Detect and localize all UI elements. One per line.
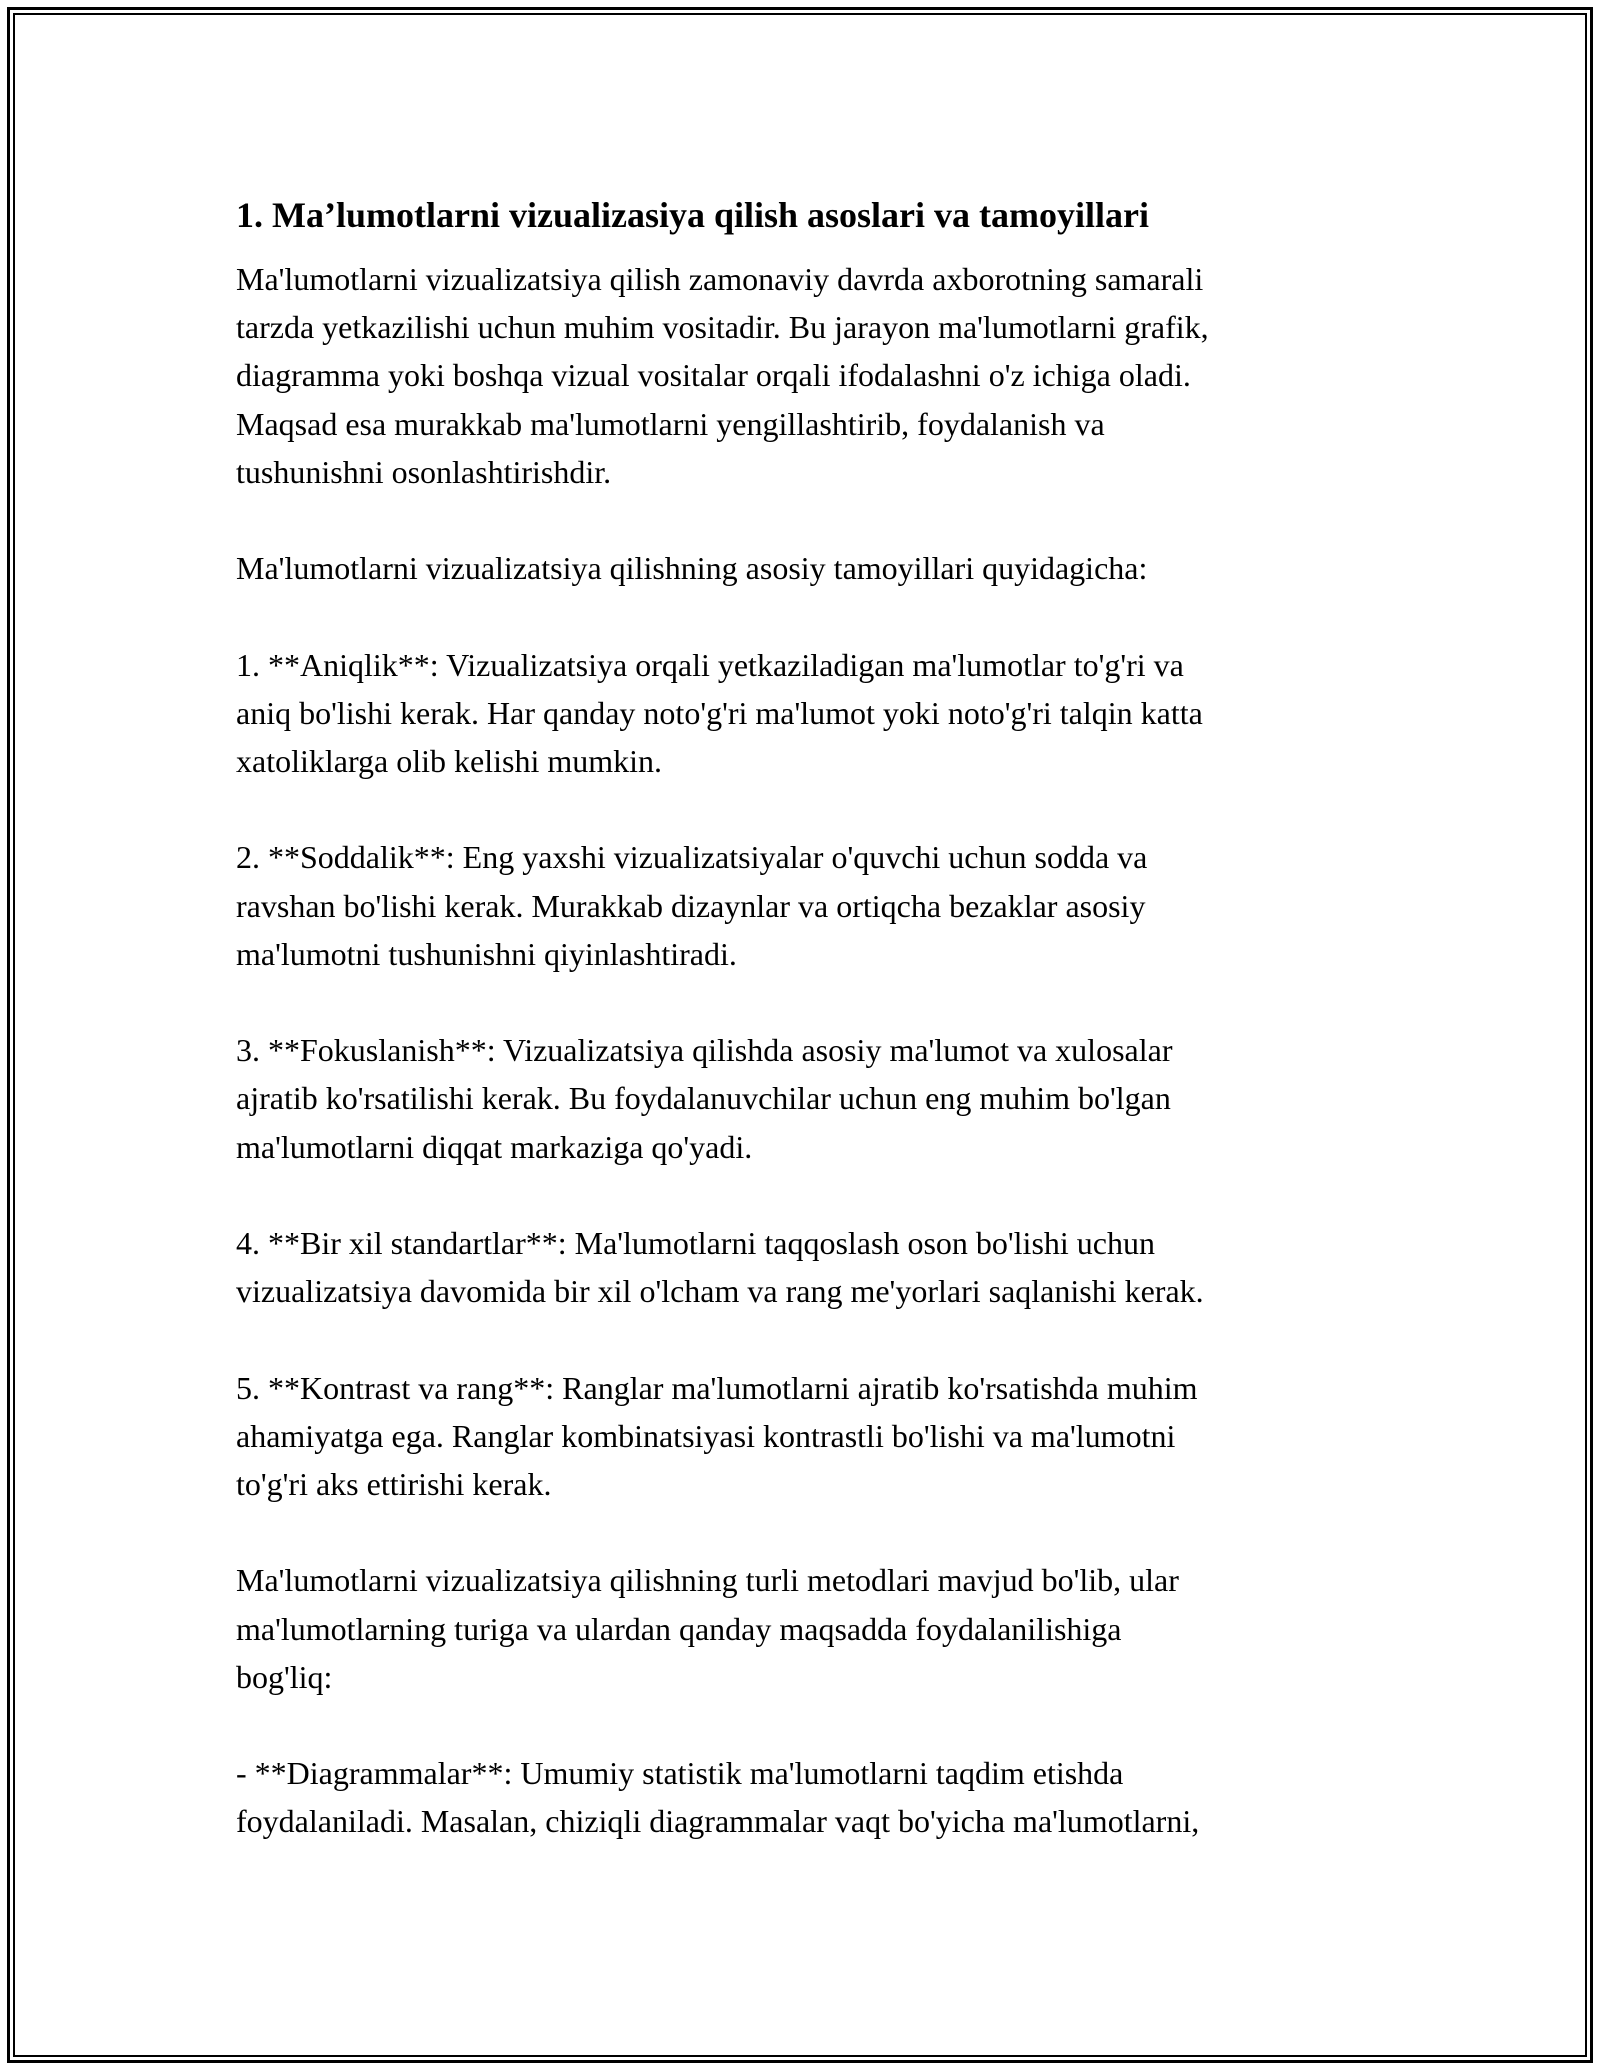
paragraph-principle-contrast: 5. **Kontrast va rang**: Ranglar ma'lumotlarni ajratib ko'rsatishda muhim ahamiyatga ega. Ranglar kombinatsiyasi kontrastli bo'lishi va ma'lumotni to'g'ri aks ettirishi kerak. [236,1369,1198,1502]
paragraph-principles-heading: Ma'lumotlarni vizualizatsiya qilishning asosiy tamoyillari quyidagicha: [236,550,1148,587]
paragraph-principle-standards: 4. **Bir xil standartlar**: Ma'lumotlarni taqqoslash oson bo'lishi uchun vizualizatsiya davomida bir xil o'lcham va rang me'yorlari saqlanishi kerak. [236,1224,1204,1310]
paragraph-principle-accuracy: 1. **Aniqlik**: Vizualizatsiya orqali yetkaziladigan ma'lumotlar to'g'ri va aniq bo'lishi kerak. Har qanday noto'g'ri ma'lumot yoki noto'g'ri talqin katta xatoliklarga olib kelishi mumkin. [236,646,1203,779]
paragraph-intro: Ma'lumotlarni vizualizatsiya qilish zamonaviy davrda axborotning samarali tarzda yetkazilishi uchun muhim vositadir. Bu jarayon ma'lumotlarni grafik, diagramma yoki boshqa vizual vositalar orqali ifodalashni o'z ichiga oladi. Maqsad esa murakkab ma'lumotlarni yengillashtirib, foydalanish va tushunishni osonlashtirishdir. [236,261,1209,490]
paragraph-diagrams: - **Diagrammalar**: Umumiy statistik ma'lumotlarni taqdim etishda foydalaniladi. Masalan, chiziqli diagrammalar vaqt bo'yicha ma'lumotlarni, [236,1755,1200,1840]
document-title: 1. Ma’lumotlarni vizualizasiya qilish asoslari va tamoyillari [236,195,1149,235]
paragraph-methods: Ma'lumotlarni vizualizatsiya qilishning turli metodlari mavjud bo'lib, ular ma'lumotlarning turiga va ulardan qanday maqsadda foydalanilishiga bog'liq: [236,1562,1179,1695]
paragraph-principle-focus: 3. **Fokuslanish**: Vizualizatsiya qilishda asosiy ma'lumot va xulosalar ajratib ko'rsatilishi kerak. Bu foydalanuvchilar uchun eng muhim bo'lgan ma'lumotlarni diqqat markaziga qo'yadi. [236,1032,1173,1165]
paragraph-principle-simplicity: 2. **Soddalik**: Eng yaxshi vizualizatsiyalar o'quvchi uchun sodda va ravshan bo'lishi kerak. Murakkab dizaynlar va ortiqcha bezaklar asosiy ma'lumotni tushunishni qiyinlashtiradi. [236,839,1148,972]
document-body [236,185,1376,1846]
